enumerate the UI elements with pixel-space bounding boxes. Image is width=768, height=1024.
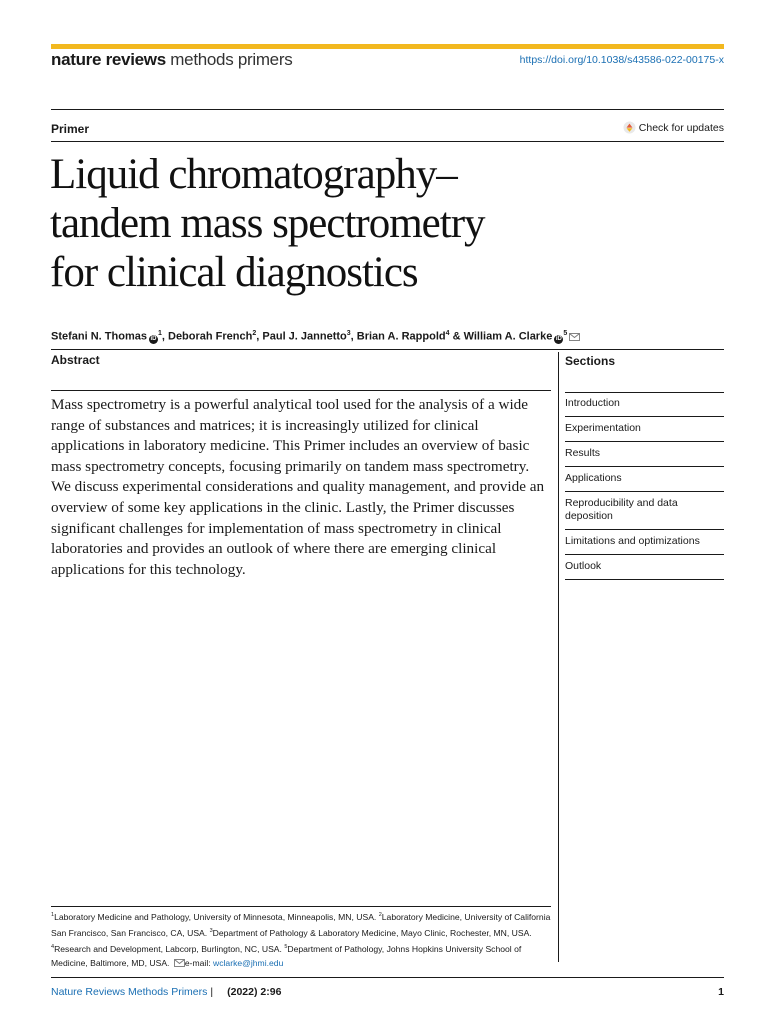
page-footer [51,986,281,998]
affiliation-text: Laboratory Medicine and Pathology, University of Minnesota, Minneapolis, MN, USA. [54,911,379,922]
sections-nav [565,392,724,580]
section-link-outlook[interactable]: Outlook [565,555,724,580]
affiliations [51,908,551,971]
affiliations-divider [51,906,551,907]
footer-volume: (2022) 2:96 [227,986,282,998]
affiliation-number: 3 [209,928,213,935]
check-for-updates-label: Check for updates [638,121,724,134]
footer-journal-link[interactable]: Nature Reviews Methods Primers [51,986,208,998]
doi-link[interactable]: https://doi.org/10.1038/s43586-022-00175-x [519,54,724,66]
author-affiliation: 4 [445,330,450,337]
abstract-text: Mass spectrometry is a powerful analytical tool used for the analysis of a wide range of substances and matrices; it is increasingly utilized for clinical applications in laboratory medicine. This Primer includes an overview of basic mass spectrometry concepts, focusing primarily on tandem mass spectrometry. We discuss experimental considerations and quality management, and provide an overview of some key applications in the clinic. Lastly, the Primer discusses significant challenges for implementation of mass spectrometry in clinical laboratories and provides an outlook of where there are emerging clinical applications for this technology. [51,396,545,578]
journal-name-bold: nature reviews [51,50,166,69]
title-line: tandem mass spectrometry [50,200,485,247]
author-affiliation: 3 [346,330,351,337]
mail-icon [174,957,185,971]
column-divider [558,352,559,962]
header-divider [51,109,724,110]
author-affiliation: 5 [563,330,568,337]
affiliation-text: Department of Pathology, Johns Hopkins University School of Medicine, Baltimore, MD, USA. [51,943,522,969]
author-separator: , [161,330,168,343]
section-link-applications[interactable]: Applications [565,467,724,492]
section-link-limitations[interactable]: Limitations and optimizations [565,530,724,555]
orcid-icon[interactable]: iD [555,335,562,342]
author-name: Stefani N. Thomas [51,330,147,343]
author-name: William A. Clarke [463,330,553,343]
email-link[interactable]: wclarke@jhmi.edu [213,958,284,969]
article-title [50,150,650,297]
affiliation-number: 1 [51,912,55,918]
abstract-divider [51,390,551,391]
mail-icon[interactable] [569,332,580,344]
orcid-icon[interactable]: iD [150,335,157,342]
title-line: for clinical diagnostics [50,249,418,296]
section-link-introduction[interactable]: Introduction [565,393,724,417]
author-affiliation: 2 [252,330,257,337]
page-number: 1 [718,986,724,998]
article-type-label: Primer [51,122,90,136]
author-separator: , [256,330,263,343]
section-link-results[interactable]: Results [565,442,724,467]
author-name: Brian A. Rappold [356,330,446,343]
affiliation-number: 5 [284,944,288,951]
author-affiliation: 1 [157,330,162,337]
journal-name-light: methods primers [170,50,293,69]
check-for-updates-icon [623,121,636,134]
affiliation-text: Laboratory Medicine, University of California San Francisco, San Francisco, CA, USA. [51,911,551,938]
section-link-experimentation[interactable]: Experimentation [565,417,724,442]
footer-divider [51,977,724,978]
section-link-reproducibility[interactable]: Reproducibility and data deposition [565,492,724,530]
authors-divider [51,349,724,350]
abstract-heading: Abstract [51,353,100,367]
title-line: Liquid chromatography– [50,151,457,198]
footer-separator: | [210,986,214,998]
affiliation-number: 2 [378,912,382,918]
email-label: e-mail: [184,958,214,969]
check-for-updates-button[interactable] [623,121,724,134]
author-list [51,330,580,344]
author-name: Deborah French [168,330,253,343]
journal-logo [51,50,292,70]
author-separator: & [449,330,464,343]
affiliation-number: 4 [51,944,55,951]
title-divider [51,141,724,142]
affiliation-text: Research and Development, Labcorp, Burlington, NC, USA. [54,943,285,954]
author-name: Paul J. Jannetto [262,330,347,343]
sections-heading: Sections [565,354,616,368]
affiliation-text: Department of Pathology & Laboratory Medicine, Mayo Clinic, Rochester, MN, USA. [212,927,532,938]
header-accent-bar [51,44,724,49]
author-separator: , [350,330,357,343]
